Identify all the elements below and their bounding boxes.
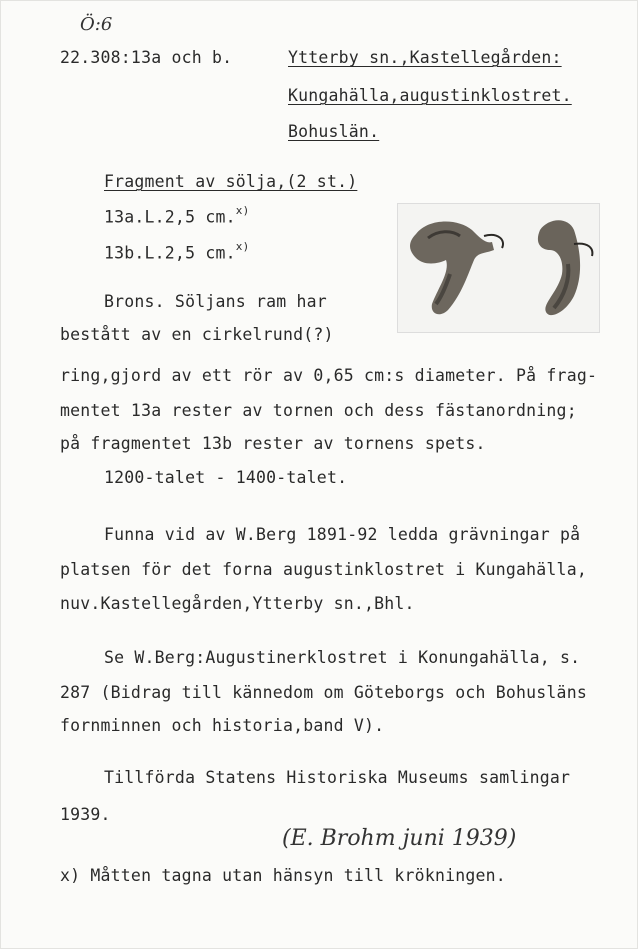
dating: 1200-talet - 1400-talet.: [104, 468, 348, 487]
description-line-3: ring,gjord av ett rör av 0,65 cm:s diameter. På frag-: [60, 366, 598, 385]
buckle-fragments-image: [398, 204, 599, 332]
location-line-3: Bohuslän.: [288, 122, 380, 141]
footnote-mark-a: x): [235, 204, 250, 217]
find-line-3: nuv.Kastellegården,Ytterby sn.,Bhl.: [60, 594, 415, 613]
description-line-5: på fragmentet 13b rester av tornens spets.: [60, 434, 486, 453]
measure-b: 13b.L.2,5 cm.$^{x)}$: [104, 240, 250, 263]
footnote: x) Måtten tagna utan hänsyn till krökningen.: [60, 866, 506, 885]
object-heading: Fragment av sölja,(2 st.): [104, 172, 358, 191]
measure-a: 13a.L.2,5 cm.$^{x)}$: [104, 204, 250, 227]
reference-line-2: 287 (Bidrag till kännedom om Göteborgs och Bohusläns: [60, 683, 587, 702]
description-line-4: mentet 13a rester av tornen och dess fästanordning;: [60, 401, 577, 420]
buckle-fragments-photo: [397, 203, 600, 333]
reference-line-3: fornminnen och historia,band V).: [60, 716, 385, 735]
find-line-1: Funna vid av W.Berg 1891-92 ledda grävningar på: [104, 525, 581, 544]
reference-line-1: Se W.Berg:Augustinerklostret i Konungahälla, s.: [104, 648, 581, 667]
footnote-mark-b: x): [235, 240, 250, 253]
inventory-number: 22.308:13a och b.: [60, 48, 233, 67]
handwritten-signature: (E. Brohm juni 1939): [282, 826, 517, 851]
acquisition-line-1: Tillförda Statens Historiska Museums samlingar: [104, 768, 571, 787]
description-line-2: bestått av en cirkelrund(?): [60, 325, 334, 344]
location-line-2: Kungahälla,augustinklostret.: [288, 86, 572, 105]
corner-note: Ö:6: [80, 14, 113, 35]
description-line-1: Brons. Söljans ram har: [104, 292, 327, 311]
location-line-1: Ytterby sn.,Kastellegården:: [288, 48, 562, 67]
find-line-2: platsen för det forna augustinklostret i Kungahälla,: [60, 560, 587, 579]
acquisition-line-2: 1939.: [60, 805, 111, 824]
